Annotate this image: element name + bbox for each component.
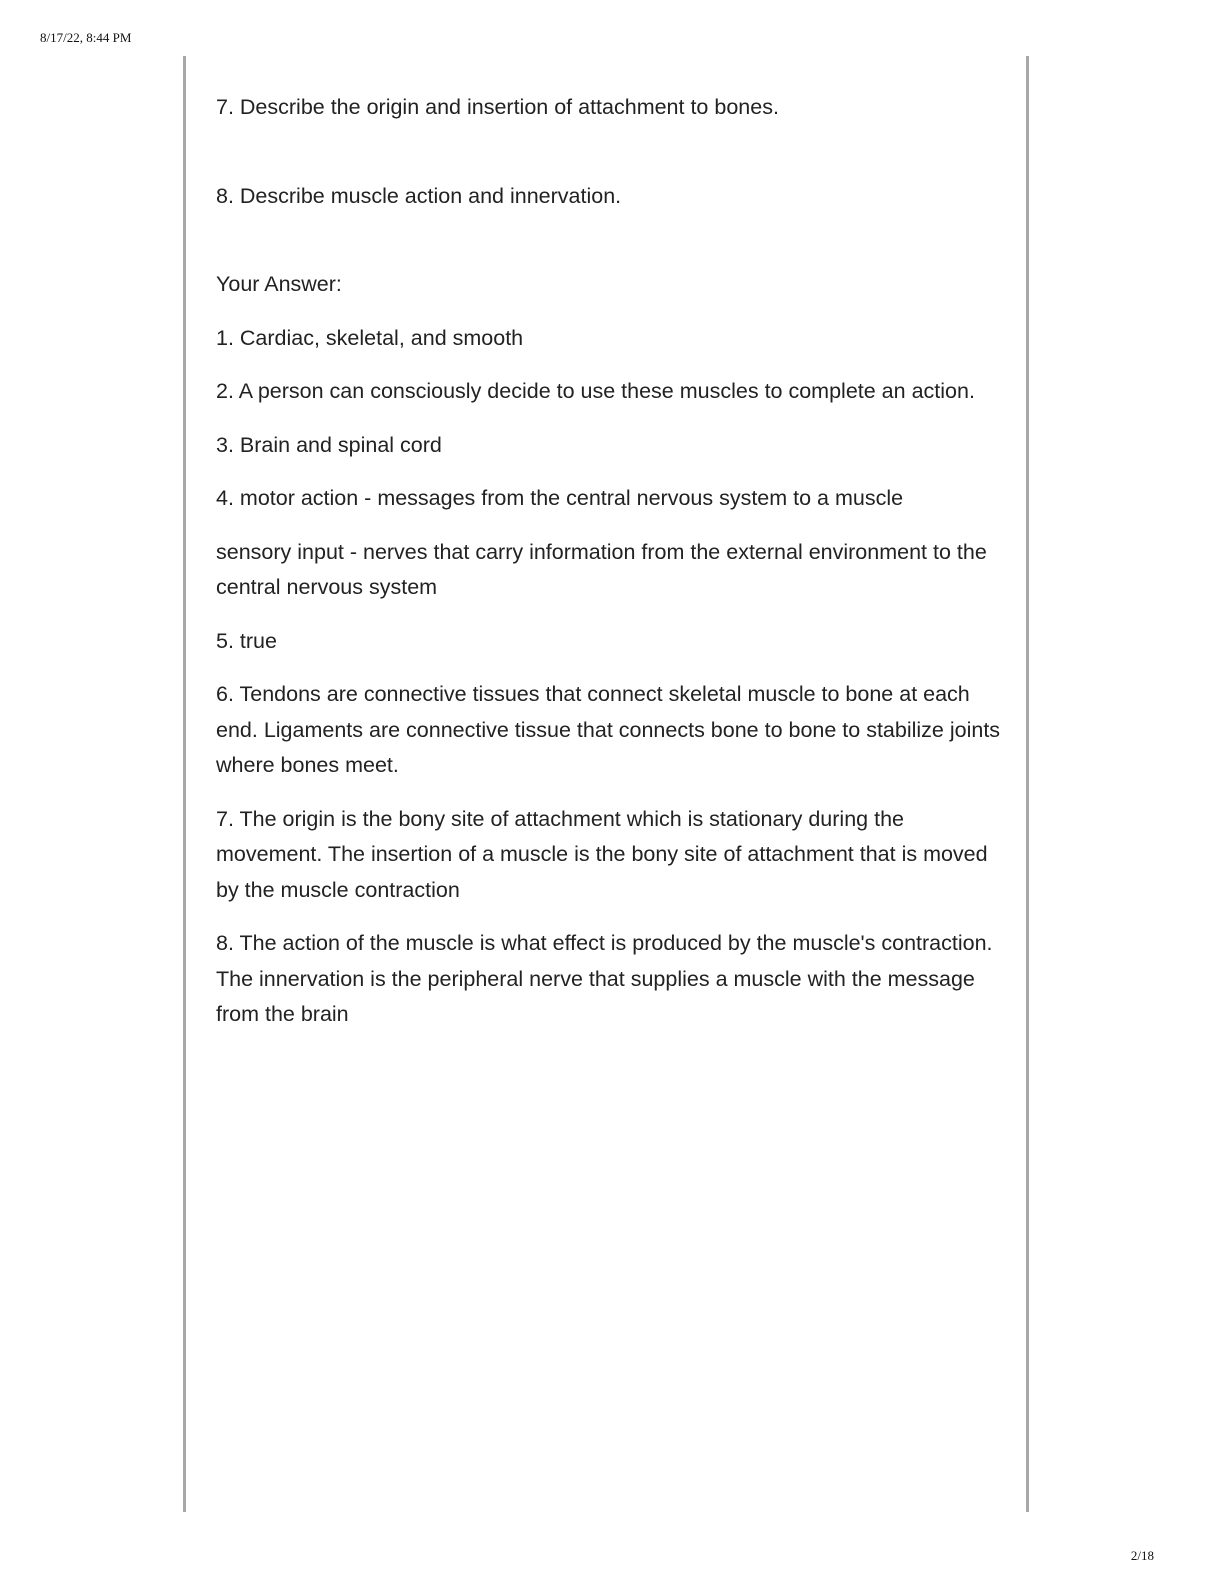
answer-7: 7. The origin is the bony site of attachment which is stationary during the movement. The insertion of a muscle is the bony site of attachment that is moved by the muscle contraction xyxy=(216,806,988,902)
question-8: 8. Describe muscle action and innervation. xyxy=(216,183,622,208)
answer-4-sensory: sensory input - nerves that carry information from the external environment to the central nervous system xyxy=(216,539,987,599)
your-answer-label: Your Answer: xyxy=(216,272,342,296)
document-content xyxy=(216,90,1006,1051)
right-border-rule xyxy=(1026,56,1029,1512)
answer-2: 2. A person can consciously decide to use these muscles to complete an action. xyxy=(216,379,975,403)
page-number: 2/18 xyxy=(1130,1548,1154,1563)
answer-3: 3. Brain and spinal cord xyxy=(216,432,442,457)
question-7: 7. Describe the origin and insertion of attachment to bones. xyxy=(216,95,779,119)
answer-4-motor: 4. motor action - messages from the central nervous system to a muscle xyxy=(216,486,904,510)
answer-8: 8. The action of the muscle is what effect is produced by the muscle's contraction. The innervation is the peripheral nerve that supplies a muscle with the message from the brain xyxy=(216,931,993,1026)
answer-5: 5. true xyxy=(216,628,277,653)
left-border-rule xyxy=(183,56,186,1512)
answer-6: 6. Tendons are connective tissues that connect skeletal muscle to bone at each end. Ligaments are connective tissue that connects bone to bone to stabilize joints where bones meet. xyxy=(216,682,1001,777)
print-timestamp: 8/17/22, 8:44 PM xyxy=(40,30,132,45)
answer-1: 1. Cardiac, skeletal, and smooth xyxy=(216,325,524,350)
